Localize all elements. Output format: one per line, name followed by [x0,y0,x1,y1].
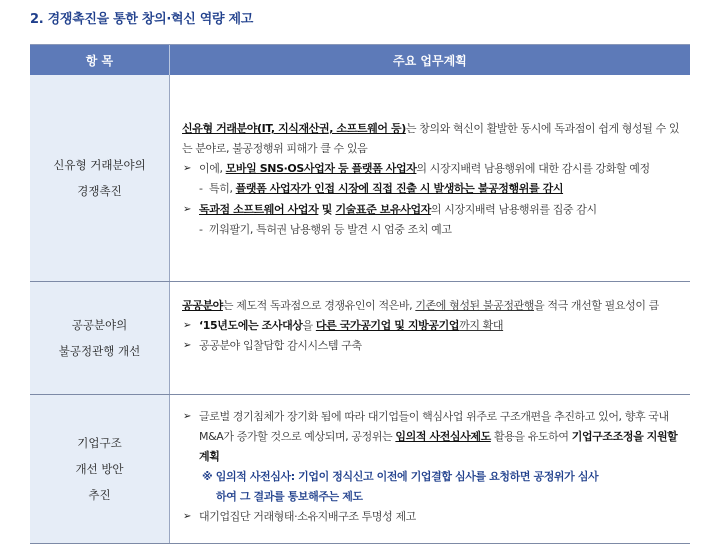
row-plan [169,75,690,281]
item-line: 공공분야의 [71,318,128,332]
bullet-item: ➢ ‘15년도에는 조사대상을 다른 국가공기업 및 지방공기업까지 확대 [182,316,680,336]
header-plan: 주요 업무계획 [169,45,690,75]
bullet-item: ➢ 대기업집단 거래형태·소유지배구조 투명성 제고 [182,507,680,527]
bullet-item: ➢ 글로벌 경기침체가 장기화 됨에 따라 대기업들이 핵심사업 위주로 구조개편을 추진하고 있어, 향후 국내 M&A가 증가할 것으로 예상되며, 공정위는 임의적 사전심사제도 활용을 유도하여 기업구조조정을 지원할 계획 [182,407,680,467]
table-row [30,75,690,282]
intro-paragraph: 공공분야는 제도적 독과점으로 경쟁유인이 적은바, 기존에 형성된 불공정관행을 적극 개선할 필요성이 큼 [182,299,659,312]
bullet-item: ➢ 이에, 모바일 SNS·OS사업자 등 플랫폼 사업자의 시장지배력 남용행위에 대한 감시를 강화할 예정 [182,159,680,179]
item-line: 경쟁촉진 [77,184,122,198]
item-line: 불공정관행 개선 [58,344,141,358]
table-row [30,282,690,395]
row-plan [169,395,690,543]
intro-paragraph: 신유형 거래분야(IT, 지식재산권, 소프트웨어 등)는 창의와 혁신이 활발한 동시에 독과점이 쉽게 형성될 수 있는 분야로, 불공정행위 피해가 클 수 있음 [182,122,680,155]
plan-table [30,44,690,544]
table-header [30,45,690,75]
bullet-item: ➢ 독과점 소프트웨어 사업자 및 기술표준 보유사업자의 시장지배력 남용행위를 집중 감시 [182,200,680,220]
item-line: 신유형 거래분야의 [53,158,146,172]
dash-item: - 특히, 플랫폼 사업자가 인접 시장에 직접 진출 시 발생하는 불공정행위를 감시 [182,179,680,199]
dash-item: - 끼워팔기, 특허권 남용행위 등 발견 시 엄중 조치 예고 [182,220,680,240]
row-plan [169,282,690,394]
row-item-label [30,395,169,543]
section-title: 2. 경쟁촉진을 통한 창의·혁신 역량 제고 [30,12,254,27]
item-line: 추진 [88,488,111,502]
row-item-label [30,282,169,394]
bullet-item: ➢ 공공분야 입찰담합 감시시스템 구축 [182,336,680,356]
header-item: 항 목 [85,53,114,68]
note-text: ※ 임의적 사전심사: 기업이 정식신고 이전에 기업결합 심사를 요청하면 공정위가 심사 하여 그 결과를 통보해주는 제도 [202,470,599,503]
table-row [30,395,690,544]
row-item-label [30,75,169,281]
item-line: 개선 방안 [75,462,124,476]
item-line: 기업구조 [77,436,122,450]
